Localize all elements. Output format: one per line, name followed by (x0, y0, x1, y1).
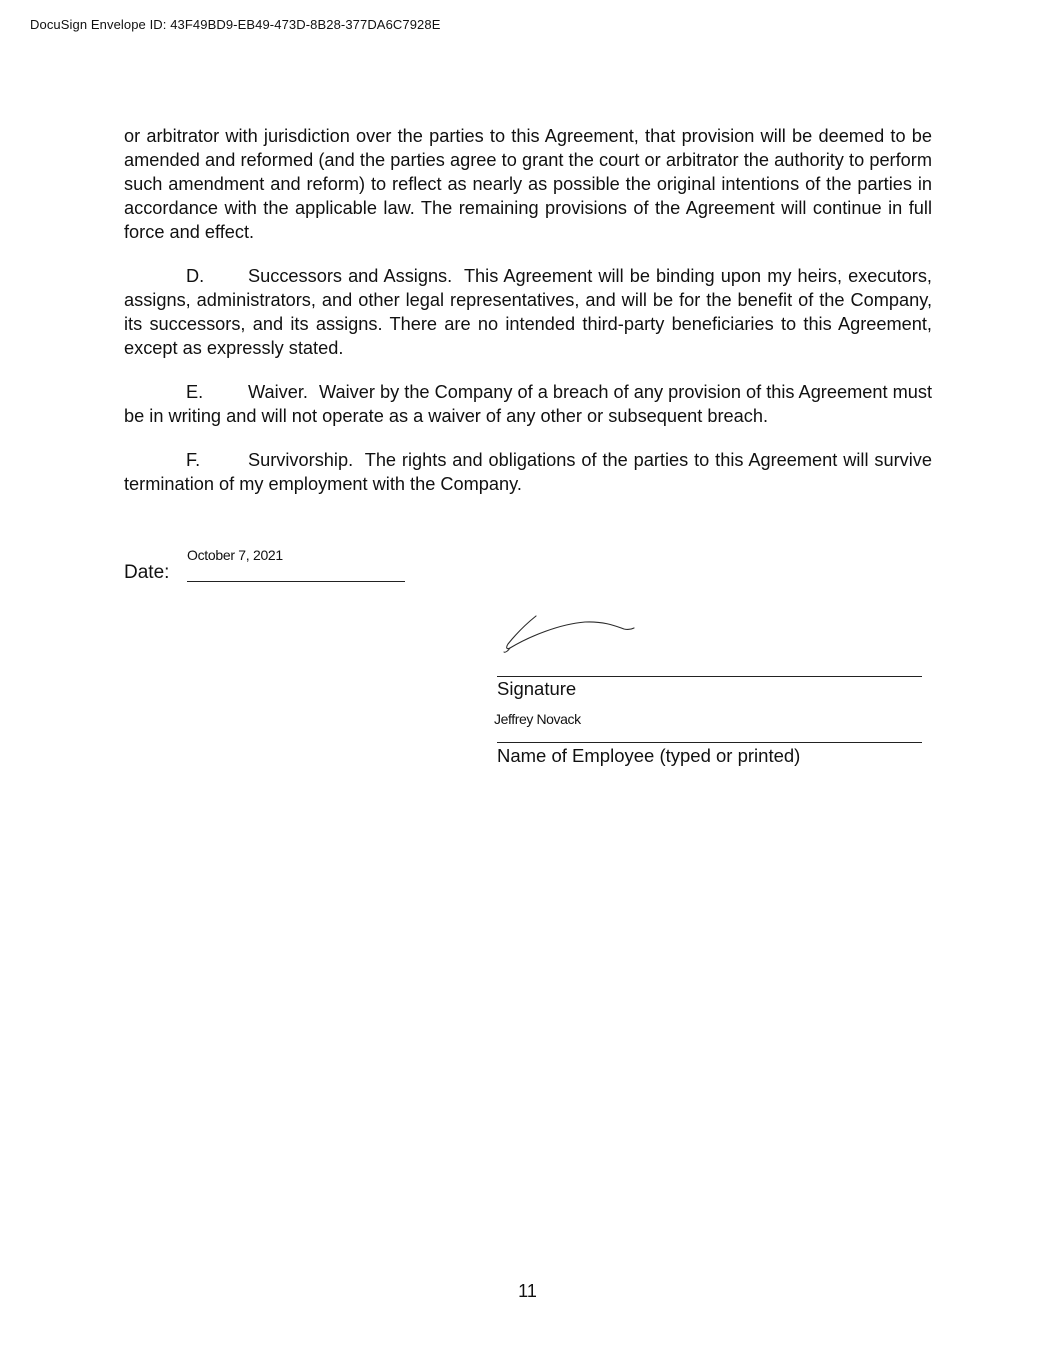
section-e-letter: E. (186, 382, 204, 402)
date-line (187, 581, 405, 582)
signature-label: Signature (497, 678, 577, 699)
signature-line (497, 676, 922, 677)
section-f-letter: F. (186, 450, 201, 470)
agreement-body (124, 124, 932, 516)
name-label: Name of Employee (typed or printed) (497, 745, 801, 766)
docusign-envelope-id: DocuSign Envelope ID: 43F49BD9-EB49-473D-8B28-377DA6C7928E (30, 17, 441, 32)
employee-name: Jeffrey Novack (494, 711, 581, 727)
section-f (124, 448, 932, 496)
intro-paragraph: or arbitrator with jurisdiction over the parties to this Agreement, that provision will be deemed to be amended and reformed (and the parties agree to grant the court or arbitrator the authority to perform such amendment and reform) to reflect as nearly as possible the original intentions of the parties in accordance with the applicable law. The remaining provisions of the Agreement will continue in full force and effect. (124, 126, 932, 242)
section-d-title: Successors and Assigns. (248, 266, 453, 286)
section-f-text: The rights and obligations of the parties to this Agreement will survive termination of my employment with the Company. (124, 450, 932, 494)
section-f-title: Survivorship. (248, 450, 354, 470)
section-d-letter: D. (186, 266, 205, 286)
page-number: 11 (518, 1281, 537, 1301)
date-label: Date: (124, 562, 170, 583)
name-line (497, 742, 922, 743)
section-d (124, 264, 932, 360)
section-e-title: Waiver. (248, 382, 308, 402)
handwritten-signature (500, 610, 640, 658)
section-d-text: This Agreement will be binding upon my heirs, executors, assigns, administrators, and other legal representatives, and will be for the benefit of the Company, its successors, and its assigns. There are no intended third-party beneficiaries to this Agreement, except as expressly stated. (124, 266, 932, 358)
section-e (124, 380, 932, 428)
section-e-text: Waiver by the Company of a breach of any provision of this Agreement must be in writing and will not operate as a waiver of any other or subsequent breach. (124, 382, 932, 426)
date-value: October 7, 2021 (187, 547, 283, 563)
